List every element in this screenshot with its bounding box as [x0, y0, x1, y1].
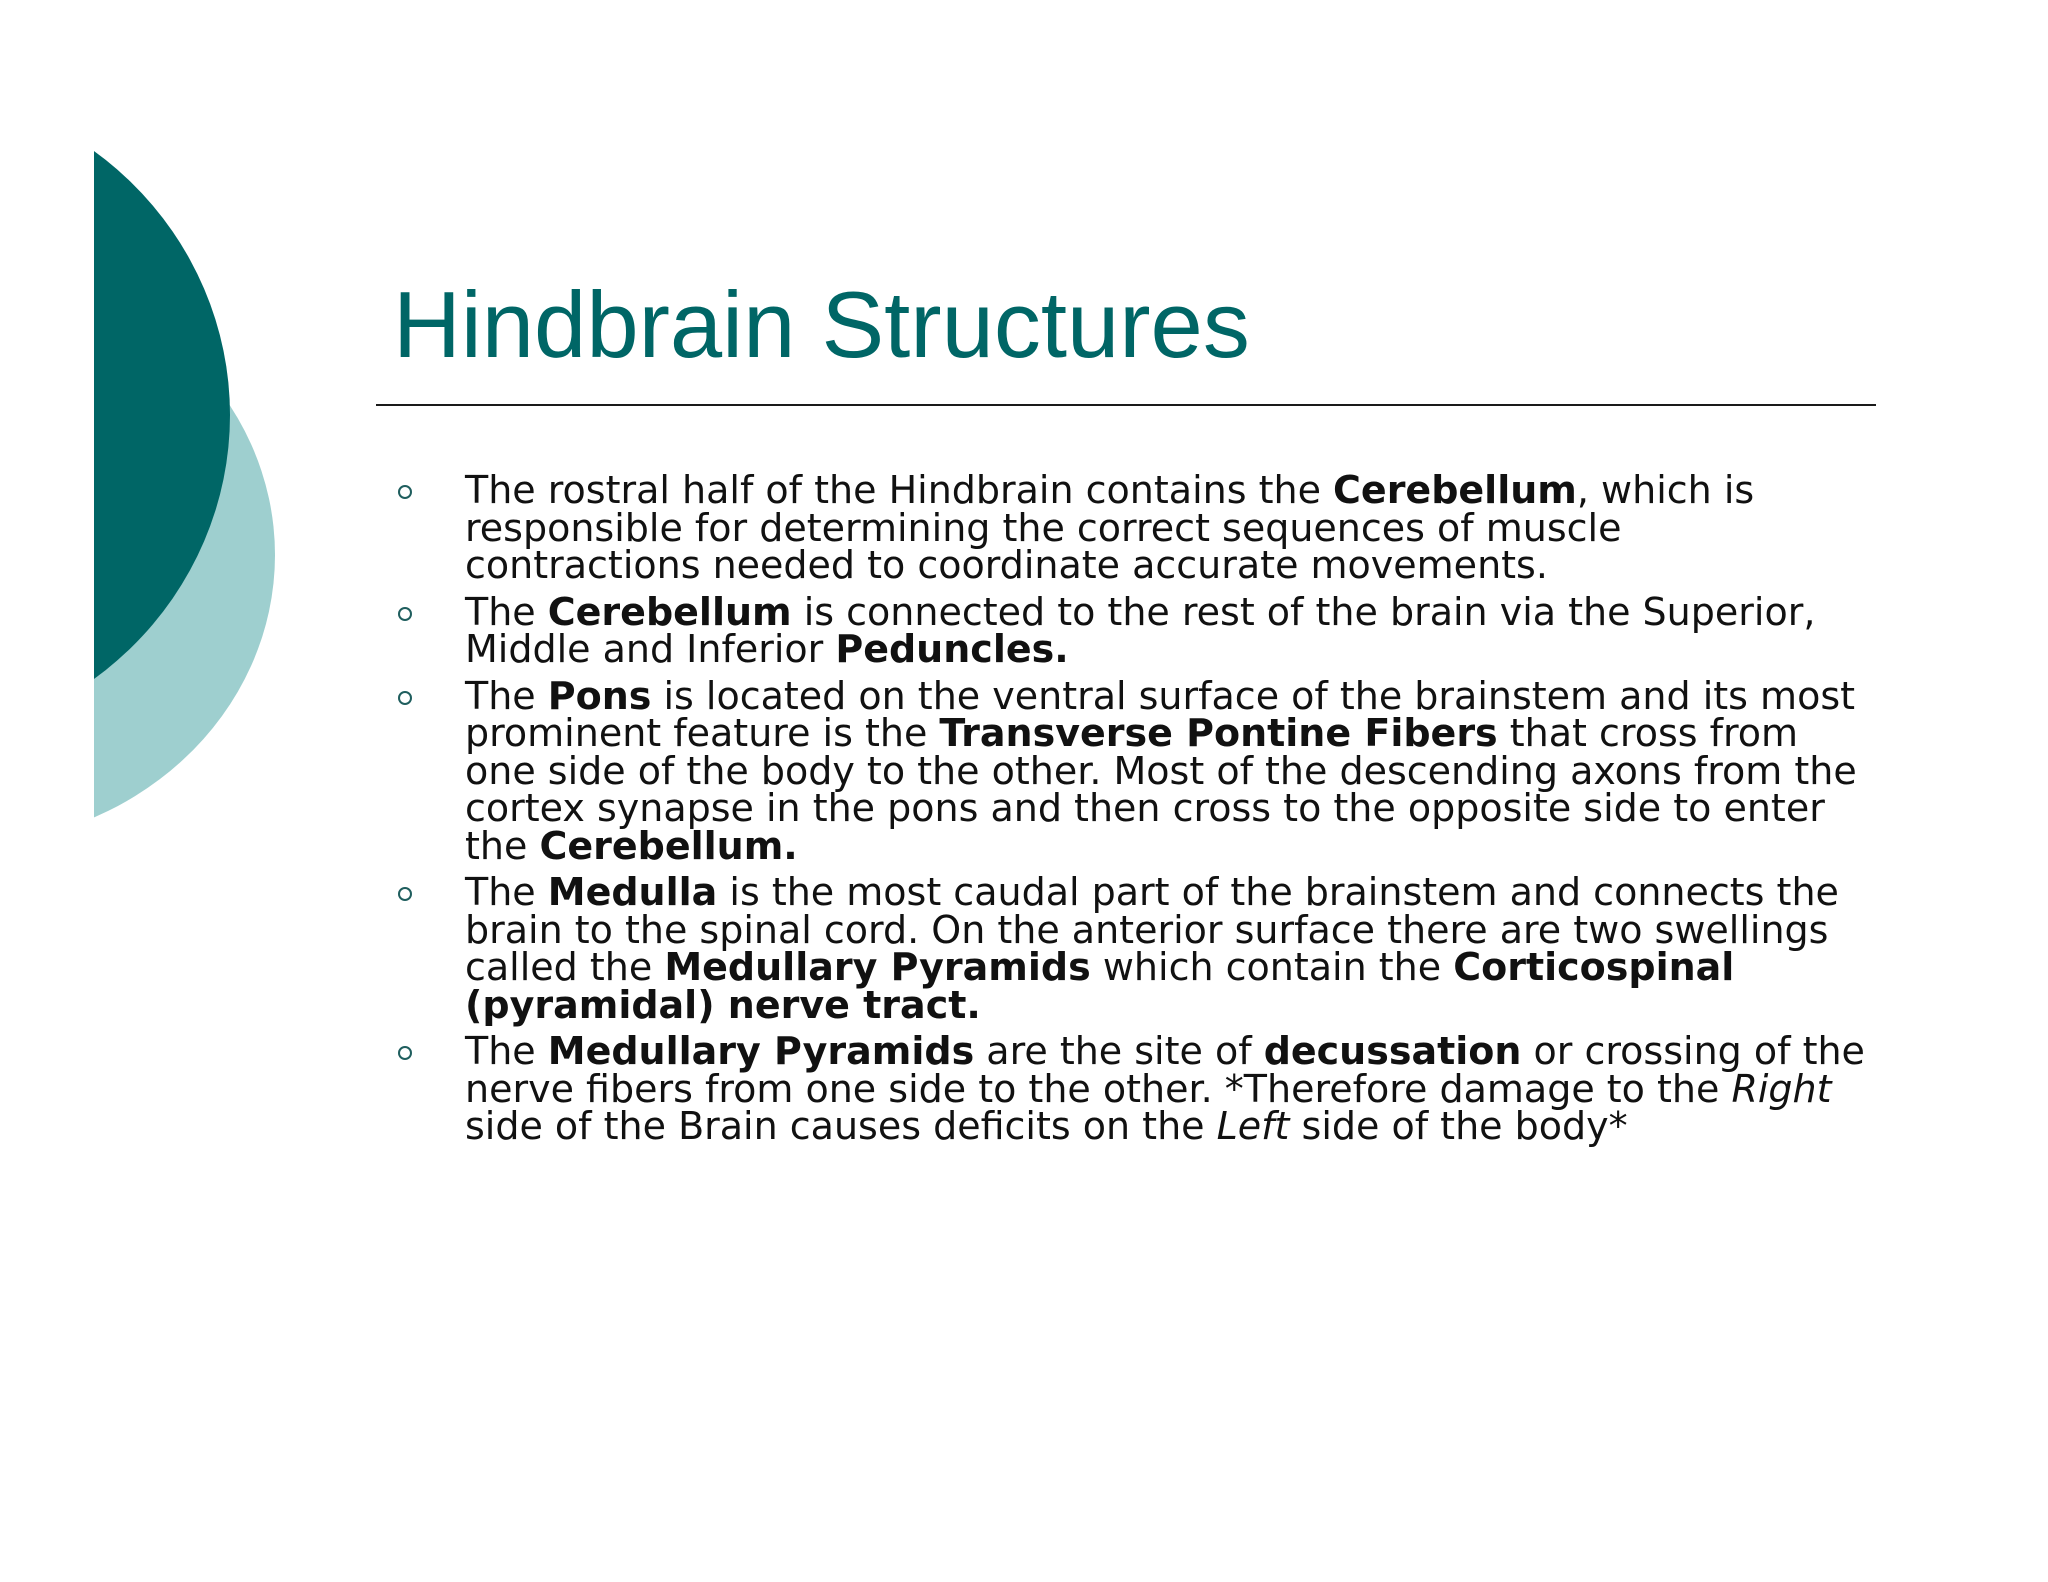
title-divider: [376, 404, 1876, 406]
text-segment: , which is responsible for determining the correct sequences of muscle contractions needed to coordinate accurate movements.: [465, 468, 1755, 587]
bullet-item: [0, 589, 1865, 671]
bullet-item: [0, 673, 1865, 868]
text-segment: The: [465, 673, 548, 718]
bullet-text: [465, 674, 1857, 868]
bullet-item: [0, 870, 1865, 1027]
hollow-circle-bullet-icon: [398, 691, 412, 705]
bullet-text: [465, 1029, 1865, 1148]
bullet-item: [0, 468, 1865, 587]
text-segment: side of the body*: [1289, 1104, 1628, 1148]
bold-term: Cerebellum: [1333, 468, 1577, 512]
hollow-circle-bullet-icon: [398, 1046, 412, 1060]
bold-term: Cerebellum.: [539, 823, 798, 868]
bold-term: Medullary Pyramids: [547, 1029, 975, 1073]
italic-term: Left: [1216, 1104, 1290, 1148]
text-segment: The: [465, 589, 548, 634]
bold-term: decussation: [1263, 1029, 1522, 1073]
text-segment: that cross from one side of the body to the other. Most of the descending axons from the cortex synapse in the pons and then cross to the opposite side to enter the: [465, 711, 1857, 868]
slide-title: Hindbrain Structures: [393, 272, 1250, 377]
bullet-item: [0, 1029, 1865, 1148]
bullet-text: [465, 590, 1815, 672]
text-segment: are the site of: [974, 1029, 1264, 1073]
text-segment: The: [465, 870, 548, 914]
bullet-text: [465, 468, 1754, 587]
text-segment: which contain the: [1090, 945, 1454, 989]
hollow-circle-bullet-icon: [398, 485, 412, 499]
text-segment: The: [465, 1029, 548, 1073]
hollow-circle-bullet-icon: [398, 887, 412, 901]
italic-term: Right: [1731, 1066, 1832, 1111]
text-segment: is the most caudal part of the brainstem and connects the brain to the spinal cord. On the anterior surface there are two swellings called the: [465, 870, 1839, 989]
bold-term: Pons: [547, 673, 652, 718]
text-segment: or crossing of the nerve fibers from one side to the other. *Therefore damage to the: [465, 1029, 1865, 1111]
bold-term: Transverse Pontine Fibers: [939, 711, 1498, 755]
bold-term: Medulla: [547, 870, 718, 914]
text-segment: is connected to the rest of the brain via the Superior, Middle and Inferior: [465, 589, 1816, 671]
bold-term: Medullary Pyramids: [664, 945, 1091, 989]
bold-term: Peduncles.: [835, 627, 1069, 671]
text-segment: The rostral half of the Hindbrain contains the: [465, 468, 1334, 512]
hollow-circle-bullet-icon: [398, 607, 412, 621]
bullet-text: [465, 870, 1839, 1027]
bold-term: Corticospinal (pyramidal) nerve tract.: [465, 945, 1735, 1027]
bullet-list: [0, 468, 2048, 1155]
text-segment: side of the Brain causes deficits on the: [465, 1104, 1217, 1148]
bold-term: Cerebellum: [547, 589, 792, 634]
text-segment: is located on the ventral surface of the brainstem and its most prominent feature is the: [465, 673, 1856, 755]
